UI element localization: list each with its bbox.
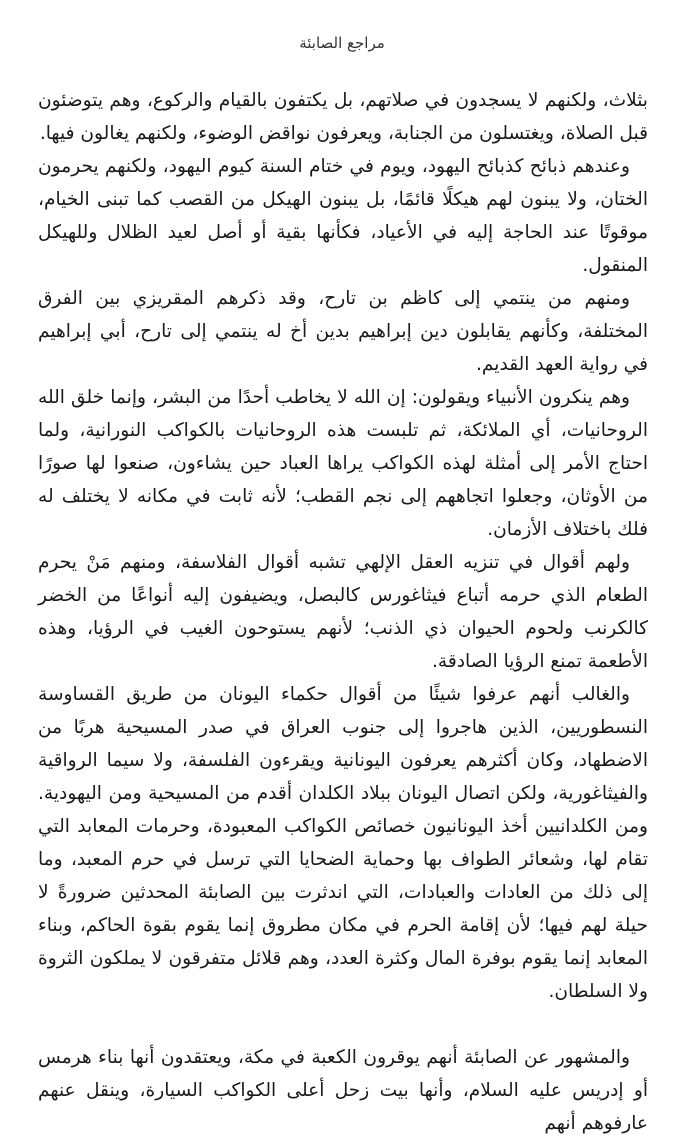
paragraph-kaaba: والمشهور عن الصابئة أنهم يوقرون الكعبة في مكة، ويعتقدون أنها بناء هرمس أو إدريس عليه السلام، وأنها بيت زحل أعلى الكواكب السيارة، وينقل عنهم عارفوهم أنهم [38,1047,648,1134]
paragraph-prophets: وهم ينكرون الأنبياء ويقولون: إن الله لا يخاطب أحدًا من البشر، وإنما خلق الله الروحانيات، أي الملائكة، ثم تلبست هذه الروحانيات بالكواكب النورانية، ولما احتاج الأمر إلى أمثلة لهذه الكواكب يراها العباد حين يشاءون، صنعوا لها صورًا من الأوثان، وجعلوا اتجاههم إلى نجم القطب؛ لأنه ثابت في مكانه لا يختلف له فلك باختلاف الأزمان. [38,387,648,540]
paragraph-philosophy: ولهم أقوال في تنزيه العقل الإلهي تشبه أقوال الفلاسفة، ومنهم مَنْ يحرم الطعام الذي حرمه أتباع فيثاغورس كالبصل، ويضيفون إليه أنواعًا من الخضر كالكرنب ولحوم الحيوان ذي الذنب؛ لأنهم يستوحون الغيب في الرؤيا، وهذه الأطعمة تمنع الرؤيا الصادقة. [38,552,648,672]
paragraph-greek-influence: والغالب أنهم عرفوا شيئًا من أقوال حكماء اليونان من طريق القساوسة النسطوريين، الذين هاجروا إلى جنوب العراق في صدر المسيحية هربًا من الاضطهاد، وكان أكثرهم يعرفون اليونانية ويقرءون الفلسفة، ولا سيما الرواقية والفيثاغورية، ولكن اتصال اليونان ببلاد الكلدان أقدم من المسيحية ومن اليهودية. ومن الكلدانيين أخذ اليونانيون خصائص الكواكب المعبودة، وحرمات المعابد التي تقام لها، وشعائر الطواف بها وحماية الضحايا التي ترسل في حرم المعبد، وما إلى ذلك من العادات والعبادات، التي اندثرت بين الصابئة المحدثين ضرورةً لا حيلة لهم فيها؛ لأن إقامة الحرم في مكان مطروق إنما يقوم بقوة الحاكم، وبناء المعابد إنما يقوم بوفرة المال وكثرة العدد، وهم قلائل متفرقون لا يملكون الثروة ولا السلطان. [38,684,648,1002]
paragraph-continued-prayer: بثلاث، ولكنهم لا يسجدون في صلاتهم، بل يكتفون بالقيام والركوع، وهم يتوضئون قبل الصلاة، ويغتسلون من الجنابة، ويعرفون نواقض الوضوء، ولكنهم يغالون فيها. [38,90,648,144]
paragraph-kazim-bin-tarih: ومنهم من ينتمي إلى كاظم بن تارح، وقد ذكرهم المقريزي بين الفرق المختلفة، وكأنهم يقابلون دين إبراهيم بدين أخ له ينتمي إلى تارح، أبي إبراهيم في رواية العهد القديم. [38,288,648,375]
page-title: مراجع الصابئة [299,34,385,52]
page-body [38,84,648,1140]
paragraph-sacrifices: وعندهم ذبائح كذبائح اليهود، ويوم في ختام السنة كيوم اليهود، ولكنهم يحرمون الختان، ولا يبنون لهم هيكلًا قائمًا، بل يبنون الهيكل من القصب كما تبنى الخيام، موقوتًا عند الحاجة إليه في الأعياد، فكأنها بقية أو أصل لعيد الظلال وللهيكل المنقول. [38,156,648,276]
